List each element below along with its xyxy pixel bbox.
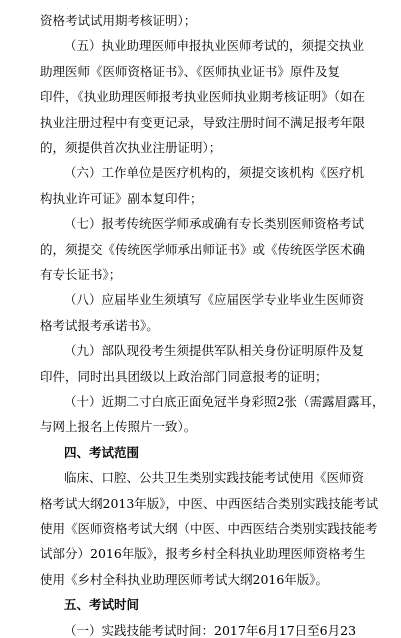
- text-line: （一）实践技能考试时间：2017年6月17日至6月23: [64, 624, 357, 638]
- text-line: 格考试大纲2013年版》，中医、中西医结合类别实践技能考试: [40, 497, 379, 511]
- text-line: （五）执业助理医师申报执业医师考试的，须提交执业: [64, 39, 365, 53]
- section-heading: 五、考试时间: [64, 598, 140, 612]
- text-line: 的，须提供首次执业注册证明）；: [40, 141, 222, 155]
- text-line: 与网上报名上传照片一致）。: [40, 420, 197, 434]
- section-heading: 四、考试范围: [64, 446, 140, 460]
- text-line: 试部分）2016年版》，报考乡村全科执业助理医师资格考生: [40, 547, 366, 561]
- text-line: 助理医师《医师资格证书》、《医师执业证书》原件及复: [40, 65, 341, 79]
- text-line: 资格考试试用期考核证明）；: [40, 14, 197, 28]
- text-line: （八）应届毕业生须填写《应届医学专业毕业生医师资: [64, 293, 365, 307]
- text-line: （九）部队现役考生须提供军队相关身份证明原件及复: [64, 344, 365, 358]
- text-line: 格考试报考承诺书》。: [40, 319, 159, 333]
- text-line: 执业注册过程中有变更记录，导致注册时间不满足报考年限: [40, 116, 366, 130]
- text-line: 使用《乡村全科执业助理医师考试大纲2016年版》。: [40, 573, 329, 587]
- text-line: 有专长证书》；: [40, 268, 122, 282]
- text-line: 临床、口腔、公共卫生类别实践技能考试使用《医师资: [64, 471, 365, 485]
- text-line: （七）报考传统医学师承或确有专长类别医师资格考试: [64, 217, 365, 231]
- text-line: 构执业许可证》副本复印件；: [40, 192, 203, 206]
- text-line: 印件，同时出具团级以上政治部门同意报考的证明；: [40, 370, 328, 384]
- text-line: 印件，《执业助理医师报考执业医师执业期考核证明》（如在: [40, 90, 366, 104]
- text-line: （十）近期二寸白底正面免冠半身彩照2张（需露眉露耳，: [64, 395, 385, 409]
- text-line: 使用《医师资格考试大纲（中医、中西医结合类别实践技能考: [40, 522, 378, 536]
- text-line: 的，须提交《传统医学师承出师证书》或《传统医学医术确: [40, 243, 366, 257]
- text-line: （六）工作单位是医疗机构的，须提交该机构《医疗机: [64, 166, 365, 180]
